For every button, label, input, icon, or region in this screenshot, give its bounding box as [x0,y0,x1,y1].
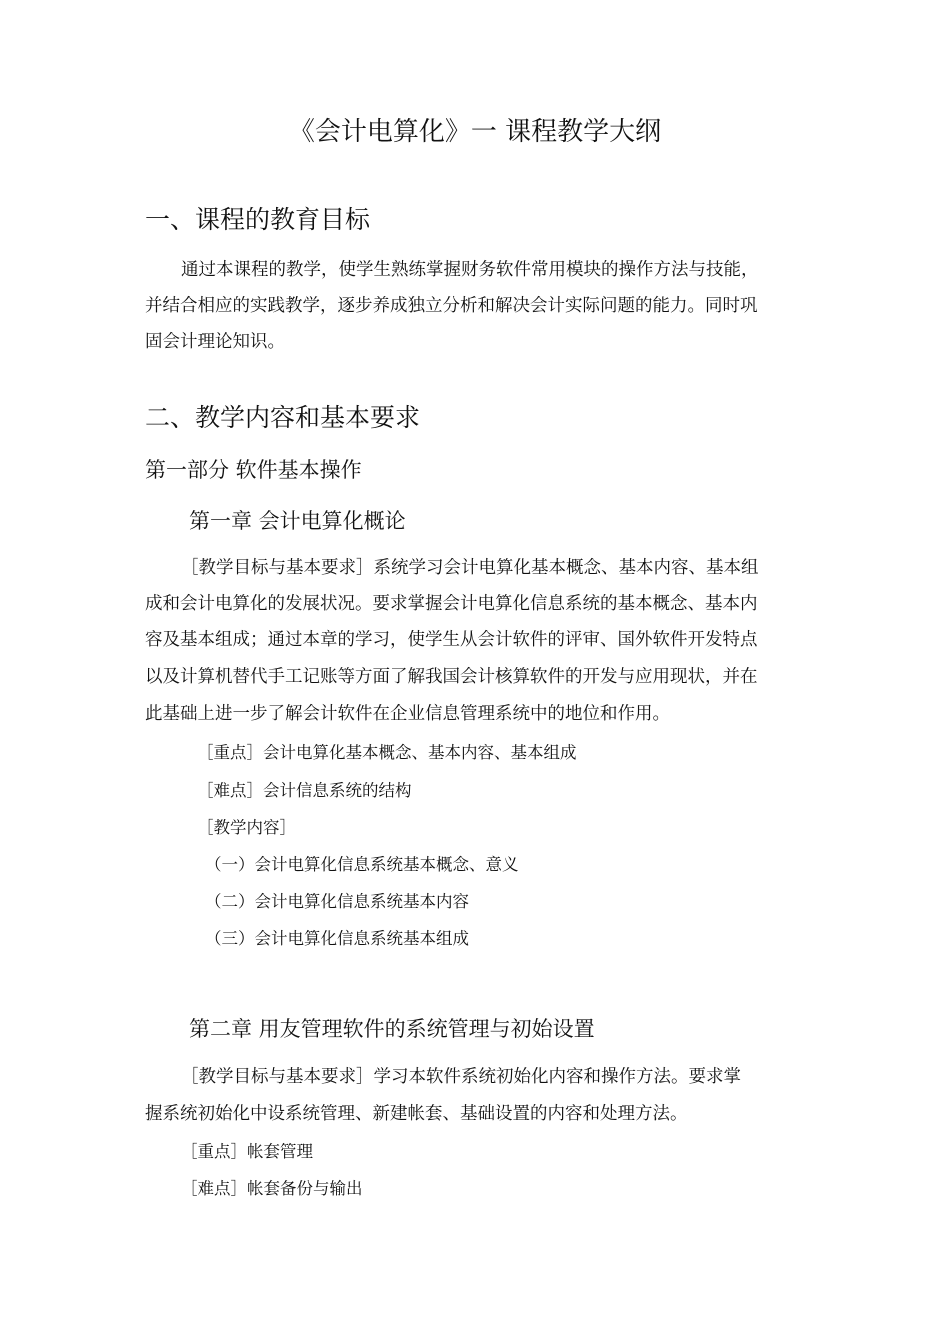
chapter2-heading: 第二章 用友管理软件的系统管理与初始设置 [189,1017,595,1041]
chapter1-content-item: （二）会计电算化信息系统基本内容 [205,892,469,911]
section1-para-line: 并结合相应的实践教学，逐步养成独立分析和解决会计实际问题的能力。同时巩 [145,296,758,316]
chapter1-key-points: ［重点］会计电算化基本概念、基本内容、基本组成 [197,743,577,762]
chapter1-objective-line: ［教学目标与基本要求］系统学习会计电算化基本概念、基本内容、基本组 [181,558,759,578]
chapter1-difficulties: ［难点］会计信息系统的结构 [197,781,412,800]
document-title: 《会计电算化》一 课程教学大纲 [288,117,662,147]
chapter1-objective-line: 以及计算机替代手工记账等方面了解我国会计核算软件的开发与应用现状，并在 [145,667,758,687]
chapter2-difficulties: ［难点］帐套备份与输出 [181,1179,363,1198]
chapter2-objective-line: ［教学目标与基本要求］学习本软件系统初始化内容和操作方法。要求掌 [181,1067,741,1087]
chapter2-objective-line: 握系统初始化中设系统管理、新建帐套、基础设置的内容和处理方法。 [145,1104,688,1124]
section1-para-line: 通过本课程的教学，使学生熟练掌握财务软件常用模块的操作方法与技能， [181,260,759,280]
chapter1-objective-line: 容及基本组成；通过本章的学习，使学生从会计软件的评审、国外软件开发特点 [145,630,758,650]
chapter1-content-item: （三）会计电算化信息系统基本组成 [205,929,469,948]
chapter1-content-item: （一）会计电算化信息系统基本概念、意义 [205,855,519,874]
chapter1-objective-line: 此基础上进一步了解会计软件在企业信息管理系统中的地位和作用。 [145,704,670,724]
chapter1-objective-line: 成和会计电算化的发展状况。要求掌握会计电算化信息系统的基本概念、基本内 [145,594,758,614]
part1-heading: 第一部分 软件基本操作 [145,458,362,482]
section1-para-line: 固会计理论知识。 [145,332,285,352]
chapter1-content-label: ［教学内容］ [197,818,296,837]
section2-heading: 二、教学内容和基本要求 [145,403,421,432]
chapter2-key-points: ［重点］帐套管理 [181,1142,313,1161]
section1-heading: 一、课程的教育目标 [145,205,371,234]
chapter1-heading: 第一章 会计电算化概论 [189,509,406,533]
